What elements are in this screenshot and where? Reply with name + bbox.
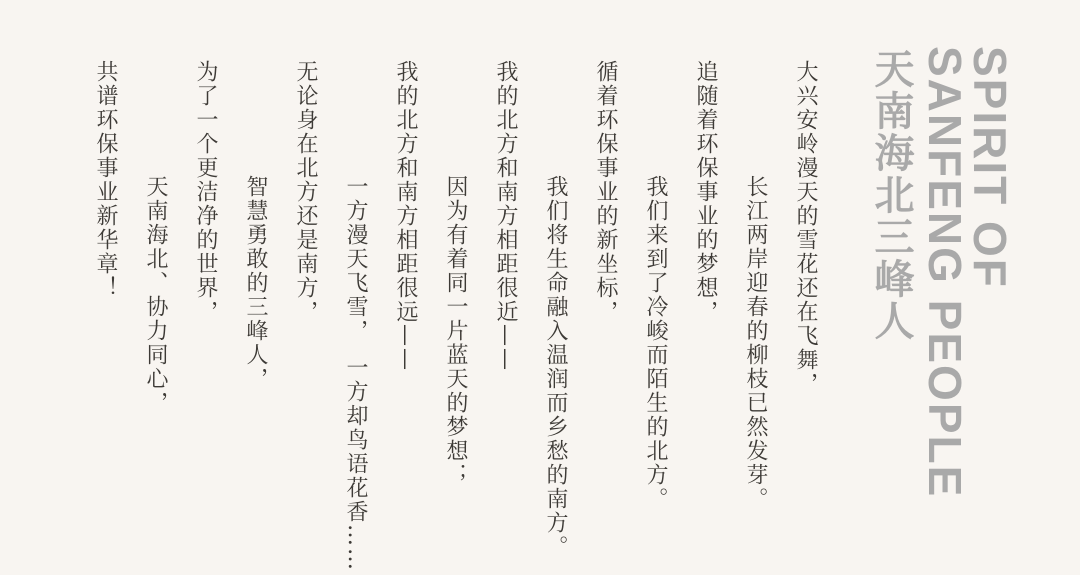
poem-line: 为了一个更洁净的世界， [193,60,218,324]
poem-line: 长江两岸迎春的柳枝已然发芽。 [743,175,768,511]
poem-line: 我的北方和南方相距很近—— [493,60,518,372]
poem-line: 共谱环保事业新华章！ [93,60,118,300]
english-title-line1: SPIRIT OF [964,46,1016,289]
chinese-title: 天南海北三峰人 [869,48,913,342]
poem-line: 智慧勇敢的三峰人， [243,175,268,391]
poem-line: 我的北方和南方相距很远—— [393,60,418,372]
english-title-line2: SANFENG PEOPLE [919,46,971,499]
poem-line: 大兴安岭漫天的雪花还在飞舞， [793,60,818,396]
poem-line: 无论身在北方还是南方， [293,60,318,324]
poem-line: 我们将生命融入温润而乡愁的南方。 [543,175,568,559]
poem-line: 追随着环保事业的梦想， [693,60,718,324]
poem-line: 我们来到了冷峻而陌生的北方。 [643,175,668,511]
poem-line: 天南海北、协力同心， [143,175,168,415]
poem-body [80,60,830,575]
poem-line: 因为有着同一片蓝天的梦想； [443,175,468,487]
poem-line: 循着环保事业的新坐标， [593,60,618,324]
english-title [919,46,1016,499]
poem-line: 一方漫天飞雪， 一方却鸟语花香…… [343,175,368,572]
